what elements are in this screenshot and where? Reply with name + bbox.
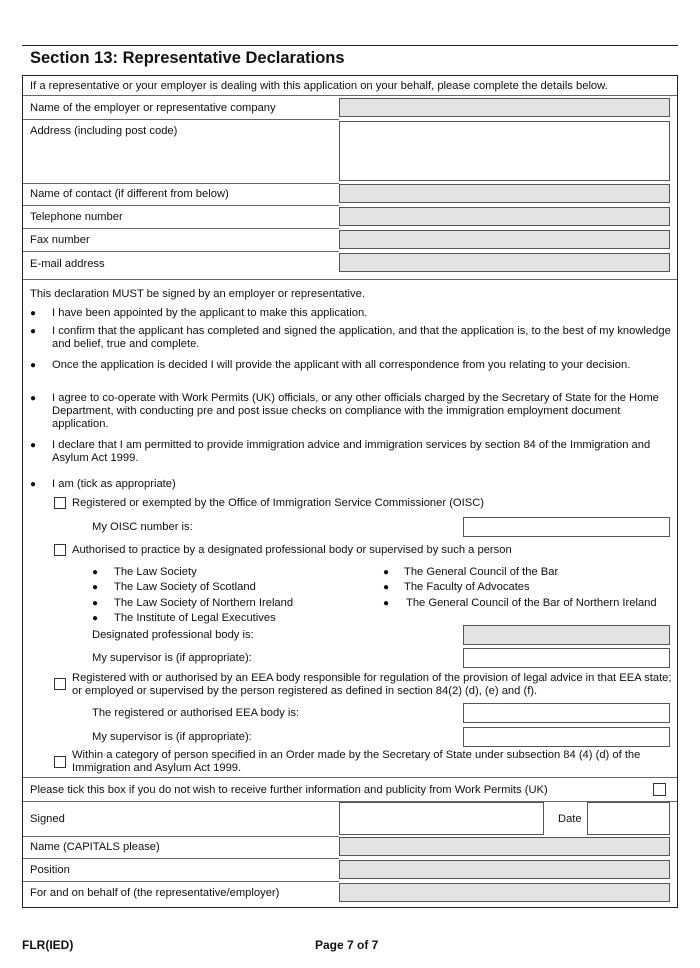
fax-field[interactable] — [339, 230, 670, 249]
divider — [23, 881, 339, 882]
declaration-item: I declare that I am permitted to provide immigration advice and immigration services by section 84 of the Immigration and Asylum Act 1999. — [52, 439, 651, 464]
body-item: The Law Society — [114, 566, 197, 578]
divider — [23, 228, 339, 229]
body-item: The Faculty of Advocates — [404, 581, 530, 593]
page-number: Page 7 of 7 — [315, 938, 379, 952]
divider — [23, 251, 339, 252]
divider — [23, 836, 339, 837]
name-field[interactable] — [339, 837, 670, 856]
bullet-icon: ● — [383, 567, 390, 578]
oisc-number-label: My OISC number is: — [92, 521, 193, 533]
professional-body-checkbox[interactable] — [54, 544, 66, 556]
eea-checkbox[interactable] — [54, 678, 66, 690]
date-field[interactable] — [587, 802, 670, 835]
employer-name-field[interactable] — [339, 98, 670, 117]
divider — [23, 119, 339, 120]
divider — [23, 777, 677, 778]
date-label: Date — [558, 813, 582, 825]
body-item: The Law Society of Scotland — [114, 581, 256, 593]
body-item: The General Council of the Bar — [404, 566, 559, 578]
bullet-icon: ● — [92, 567, 99, 578]
declaration-item: I am (tick as appropriate) — [52, 478, 176, 490]
name-label: Name (CAPITALS please) — [30, 841, 160, 853]
professional-body-label: Authorised to practice by a designated professional body or supervised by such a person — [72, 544, 512, 556]
bullet-icon: ● — [92, 598, 99, 609]
bullet-icon: ● — [30, 479, 37, 490]
bullet-icon: ● — [92, 582, 99, 593]
email-field[interactable] — [339, 253, 670, 272]
order-checkbox[interactable] — [54, 756, 66, 768]
divider — [23, 205, 339, 206]
top-rule — [22, 45, 678, 46]
intro-text: If a representative or your employer is dealing with this application on your behalf, please complete the details below. — [30, 80, 608, 92]
bullet-icon: ● — [92, 613, 99, 624]
position-field[interactable] — [339, 860, 670, 879]
declaration-item: Once the application is decided I will provide the applicant with all correspondence from you relating to your decision. — [52, 359, 631, 371]
on-behalf-label: For and on behalf of (the representative/employer) — [30, 887, 280, 899]
designated-body-field[interactable] — [463, 625, 670, 645]
email-label: E-mail address — [30, 258, 105, 270]
oisc-checkbox[interactable] — [54, 497, 66, 509]
position-label: Position — [30, 864, 70, 876]
telephone-label: Telephone number — [30, 211, 123, 223]
divider — [23, 183, 339, 184]
bullet-icon: ● — [383, 598, 390, 609]
publicity-checkbox[interactable] — [653, 783, 666, 796]
signature-field[interactable] — [339, 802, 544, 835]
declaration-item: I agree to co-operate with Work Permits (UK) officials, or any other officials charged by the Secretary of State for the Home Department, with conducting pre and post issue checks on compliance with the immigration employment document application. — [52, 392, 659, 430]
divider — [23, 279, 677, 280]
bullet-icon: ● — [30, 440, 37, 451]
contact-label: Name of contact (if different from below) — [30, 188, 229, 200]
telephone-field[interactable] — [339, 207, 670, 226]
bullet-icon: ● — [30, 360, 37, 371]
declaration-item: I have been appointed by the applicant to make this application. — [52, 307, 368, 319]
section-title: Section 13: Representative Declarations — [30, 49, 345, 67]
supervisor-field[interactable] — [463, 648, 670, 668]
publicity-label: Please tick this box if you do not wish to receive further information and publicity from Work Permits (UK) — [30, 784, 548, 796]
signed-label: Signed — [30, 813, 65, 825]
oisc-label: Registered or exempted by the Office of Immigration Service Commissioner (OISC) — [72, 497, 485, 509]
eea-supervisor-field[interactable] — [463, 727, 670, 747]
divider — [23, 858, 339, 859]
address-field[interactable] — [339, 121, 670, 181]
body-item: The Law Society of Northern Ireland — [114, 597, 294, 609]
contact-field[interactable] — [339, 184, 670, 203]
order-label: Within a category of person specified in an Order made by the Secretary of State under subsection 84 (4) (d) of the Immigration and Asylum Act 1999. — [72, 749, 641, 774]
bullet-icon: ● — [30, 326, 37, 337]
divider — [23, 95, 677, 96]
eea-body-label: The registered or authorised EEA body is: — [92, 707, 300, 719]
body-item: The General Council of the Bar of Northern Ireland — [406, 597, 657, 609]
oisc-number-field[interactable] — [463, 517, 670, 537]
address-label: Address (including post code) — [30, 125, 178, 137]
bullet-icon: ● — [383, 582, 390, 593]
supervisor-label: My supervisor is (if appropriate): — [92, 652, 252, 664]
declaration-item: I confirm that the applicant has completed and signed the application, and that the application is, to the best of my knowledge and belief, true and complete. — [52, 325, 671, 350]
fax-label: Fax number — [30, 234, 90, 246]
eea-supervisor-label: My supervisor is (if appropriate): — [92, 731, 252, 743]
employer-name-label: Name of the employer or representative company — [30, 102, 276, 114]
bullet-icon: ● — [30, 393, 37, 404]
eea-label: Registered with or authorised by an EEA body responsible for regulation of the provision of legal advice in that EEA state; or employed or supervised by the person registered as defined in section 84(2) (d), (e) and (f). — [72, 672, 672, 697]
body-item: The Institute of Legal Executives — [114, 612, 276, 624]
bullet-icon: ● — [30, 308, 37, 319]
designated-body-label: Designated professional body is: — [92, 629, 254, 641]
on-behalf-field[interactable] — [339, 883, 670, 902]
declaration-intro: This declaration MUST be signed by an employer or representative. — [30, 288, 365, 300]
form-code: FLR(IED) — [22, 938, 74, 952]
eea-body-field[interactable] — [463, 703, 670, 723]
